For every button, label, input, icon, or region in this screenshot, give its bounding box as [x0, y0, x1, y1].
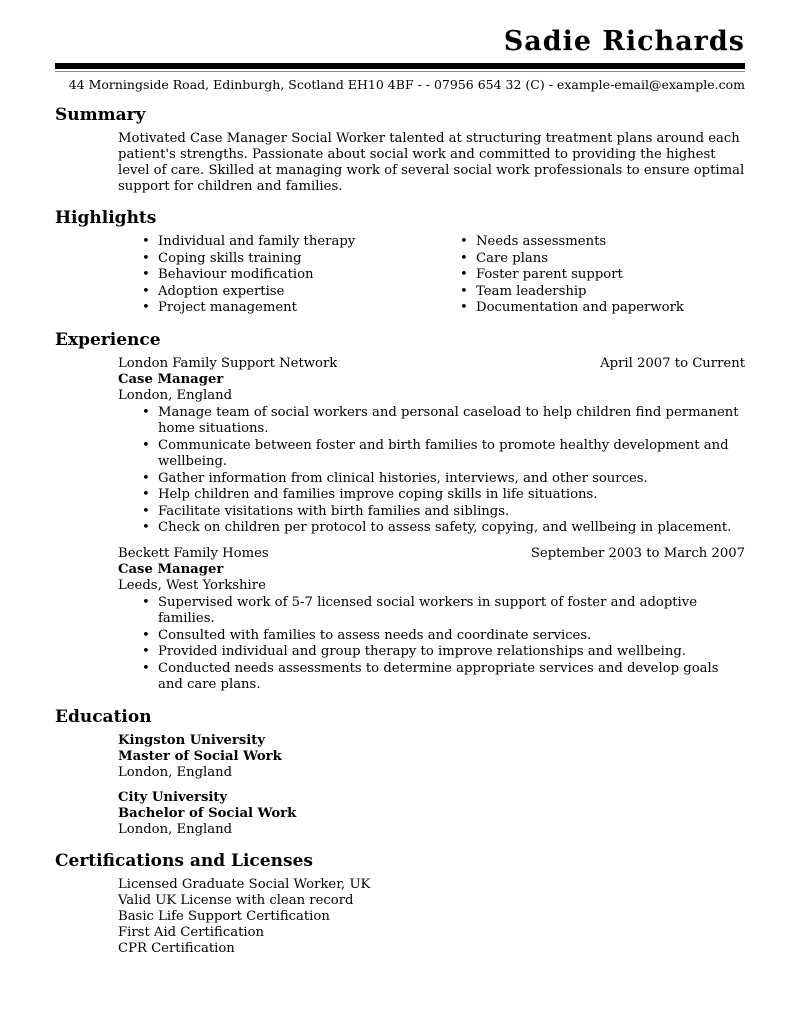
- highlight-item: • Documentation and paperwork: [458, 300, 684, 317]
- highlight-item: • Project management: [140, 300, 436, 317]
- certification-item: CPR Certification: [118, 940, 235, 956]
- education-entry: [118, 790, 745, 838]
- job-bullet-list: [140, 595, 745, 694]
- highlight-item: • Coping skills training: [140, 251, 436, 268]
- education-degree: Bachelor of Social Work: [118, 805, 297, 821]
- job-company: Beckett Family Homes: [118, 545, 269, 561]
- highlight-item: • Foster parent support: [458, 267, 684, 284]
- highlight-item: • Team leadership: [458, 284, 684, 301]
- job-bullet: • Supervised work of 5-7 licensed social workers in support of foster and adoptive families.: [140, 595, 745, 628]
- certification-item: Basic Life Support Certification: [118, 908, 330, 924]
- education-heading: Education: [55, 706, 152, 727]
- education-school: City University: [118, 789, 228, 805]
- job-bullet: • Manage team of social workers and personal caseload to help children find permanent home situations.: [140, 405, 745, 438]
- highlight-item: • Individual and family therapy: [140, 234, 436, 251]
- job-dates: April 2007 to Current: [600, 355, 745, 371]
- experience-job: [118, 546, 745, 694]
- summary-text: Motivated Case Manager Social Worker talented at structuring treatment plans around each patient's strengths. Passionate about social work and committed to providing the highest level of care. Skilled at managing work of several social work professionals to ensure optimal support for children and families.: [118, 131, 745, 194]
- highlights-column-left: [140, 234, 436, 317]
- header-divider-thick: [55, 63, 745, 69]
- certification-item: Licensed Graduate Social Worker, UK: [118, 876, 371, 892]
- education-degree: Master of Social Work: [118, 748, 282, 764]
- job-bullet: • Check on children per protocol to assess safety, copying, and wellbeing in placement.: [140, 520, 745, 537]
- highlight-item: • Behaviour modification: [140, 267, 436, 284]
- certification-item: First Aid Certification: [118, 924, 265, 940]
- section-experience: [55, 330, 745, 694]
- experience-heading: Experience: [55, 329, 161, 350]
- job-company: London Family Support Network: [118, 355, 338, 371]
- job-bullet: • Conducted needs assessments to determine appropriate services and develop goals and care plans.: [140, 661, 745, 694]
- highlights-columns: [118, 234, 745, 317]
- highlights-heading: Highlights: [55, 208, 157, 228]
- job-dates: September 2003 to March 2007: [530, 545, 745, 561]
- job-bullet: • Consulted with families to assess needs and coordinate services.: [140, 628, 745, 645]
- job-bullet: • Provided individual and group therapy to improve relationships and wellbeing.: [140, 644, 745, 661]
- job-bullet-list: [140, 405, 745, 537]
- education-entry: [118, 733, 745, 781]
- education-location: London, England: [118, 764, 233, 780]
- education-school: Kingston University: [118, 732, 266, 748]
- certifications-heading: Certifications and Licenses: [55, 850, 313, 871]
- job-title: Case Manager: [118, 371, 224, 387]
- candidate-name: Sadie Richards: [503, 26, 745, 57]
- education-location: London, England: [118, 821, 233, 837]
- section-summary: [55, 105, 745, 195]
- job-bullet: • Gather information from clinical histories, interviews, and other sources.: [140, 471, 745, 488]
- section-highlights: [55, 208, 745, 317]
- section-certifications: [55, 851, 745, 957]
- job-location: Leeds, West Yorkshire: [118, 577, 266, 593]
- job-title: Case Manager: [118, 561, 224, 577]
- highlights-column-right: [458, 234, 684, 317]
- certification-item: Valid UK License with clean record: [118, 892, 354, 908]
- job-bullet: • Help children and families improve coping skills in life situations.: [140, 487, 745, 504]
- section-education: [55, 707, 745, 838]
- highlight-item: • Care plans: [458, 251, 684, 268]
- job-bullet: • Communicate between foster and birth families to promote healthy development and wellbeing.: [140, 438, 745, 471]
- experience-job: [118, 356, 745, 537]
- job-location: London, England: [118, 387, 233, 403]
- highlight-item: • Adoption expertise: [140, 284, 436, 301]
- summary-heading: Summary: [55, 105, 146, 125]
- highlight-item: • Needs assessments: [458, 234, 684, 251]
- contact-line: 44 Morningside Road, Edinburgh, Scotland EH10 4BF - - 07956 654 32 (C) - example-email@example.com: [68, 77, 745, 92]
- header-divider-thin: [55, 71, 745, 72]
- job-bullet: • Facilitate visitations with birth families and siblings.: [140, 504, 745, 521]
